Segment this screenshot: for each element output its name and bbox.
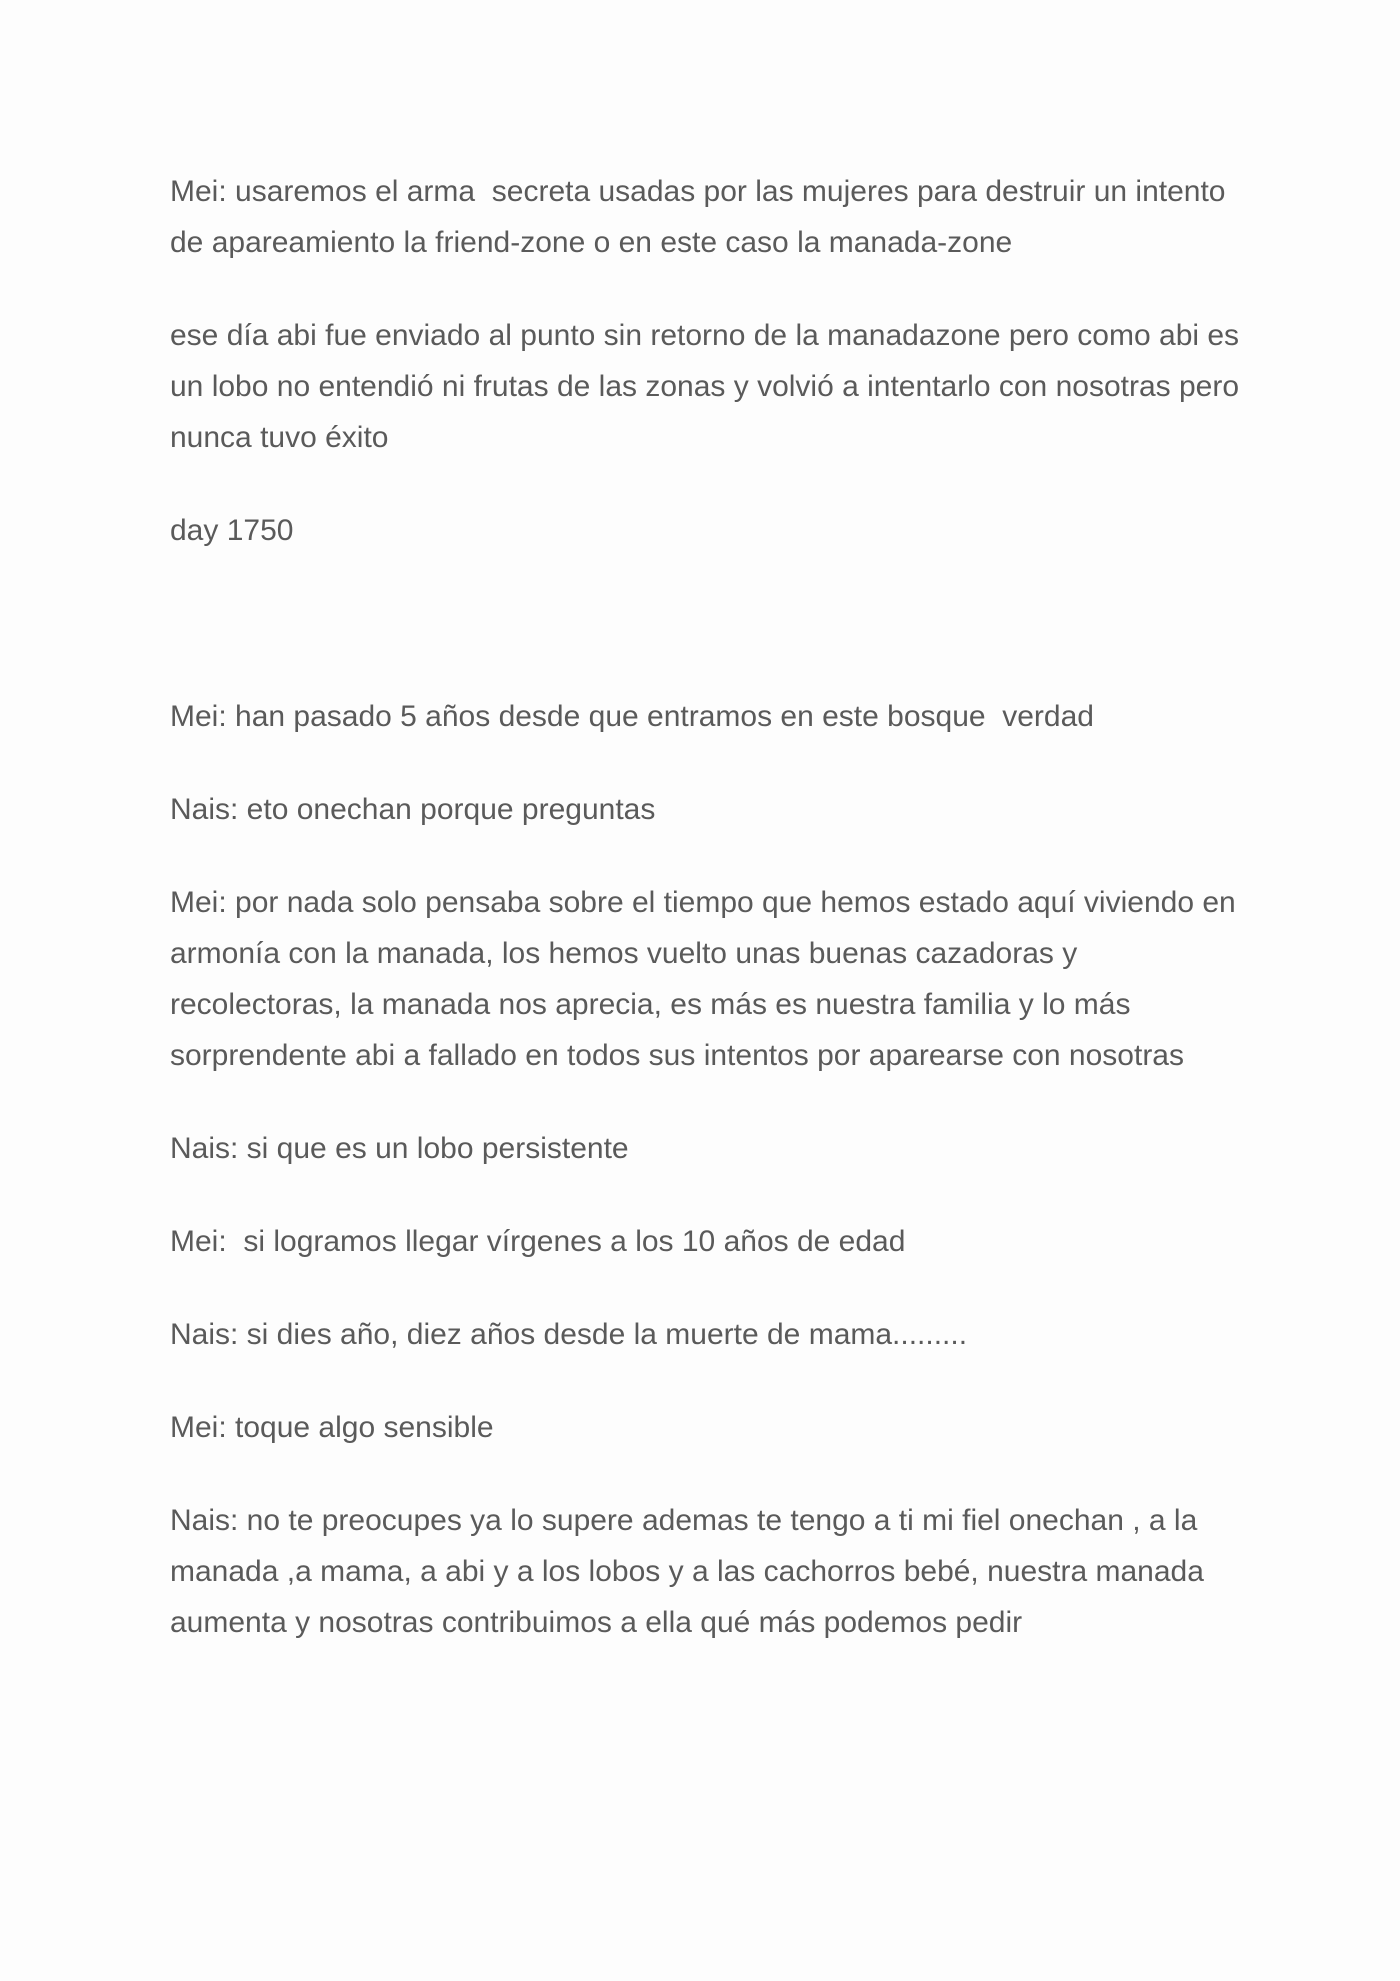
paragraph: Mei: si logramos llegar vírgenes a los 10 años de edad [170,1225,906,1258]
paragraph: Mei: toque algo sensible [170,1411,494,1444]
paragraph: Mei: usaremos el arma secreta usadas por las mujeres para destruir un intento de apareamiento la friend-zone o en este caso la manada-zone [170,175,1234,259]
paragraph: Nais: si que es un lobo persistente [170,1132,629,1165]
paragraph: Mei: por nada solo pensaba sobre el tiempo que hemos estado aquí viviendo en armonía con la manada, los hemos vuelto unas buenas cazadoras y recolectoras, la manada nos aprecia, es más es nuestra familia y lo más sorprendente abi a fallado en todos sus intentos por aparearse con nosotras [170,886,1245,1072]
paragraph: Nais: si dies año, diez años desde la muerte de mama......... [170,1318,968,1351]
paragraph: ese día abi fue enviado al punto sin retorno de la manadazone pero como abi es un lobo no entendió ni frutas de las zonas y volvió a intentarlo con nosotras pero nunca tuvo éxito [170,319,1248,454]
paragraph: Mei: han pasado 5 años desde que entramos en este bosque verdad [170,700,1094,733]
paragraph: Nais: no te preocupes ya lo supere ademas te tengo a ti mi fiel onechan , a la manada ,a mama, a abi y a los lobos y a las cachorros bebé, nuestra manada aumenta y nosotras contribuimos a ella qué más podemos pedir [170,1504,1213,1639]
day-heading: day 1750 [170,514,294,547]
paragraph: Nais: eto onechan porque preguntas [170,793,656,826]
document-page [170,166,1250,1690]
